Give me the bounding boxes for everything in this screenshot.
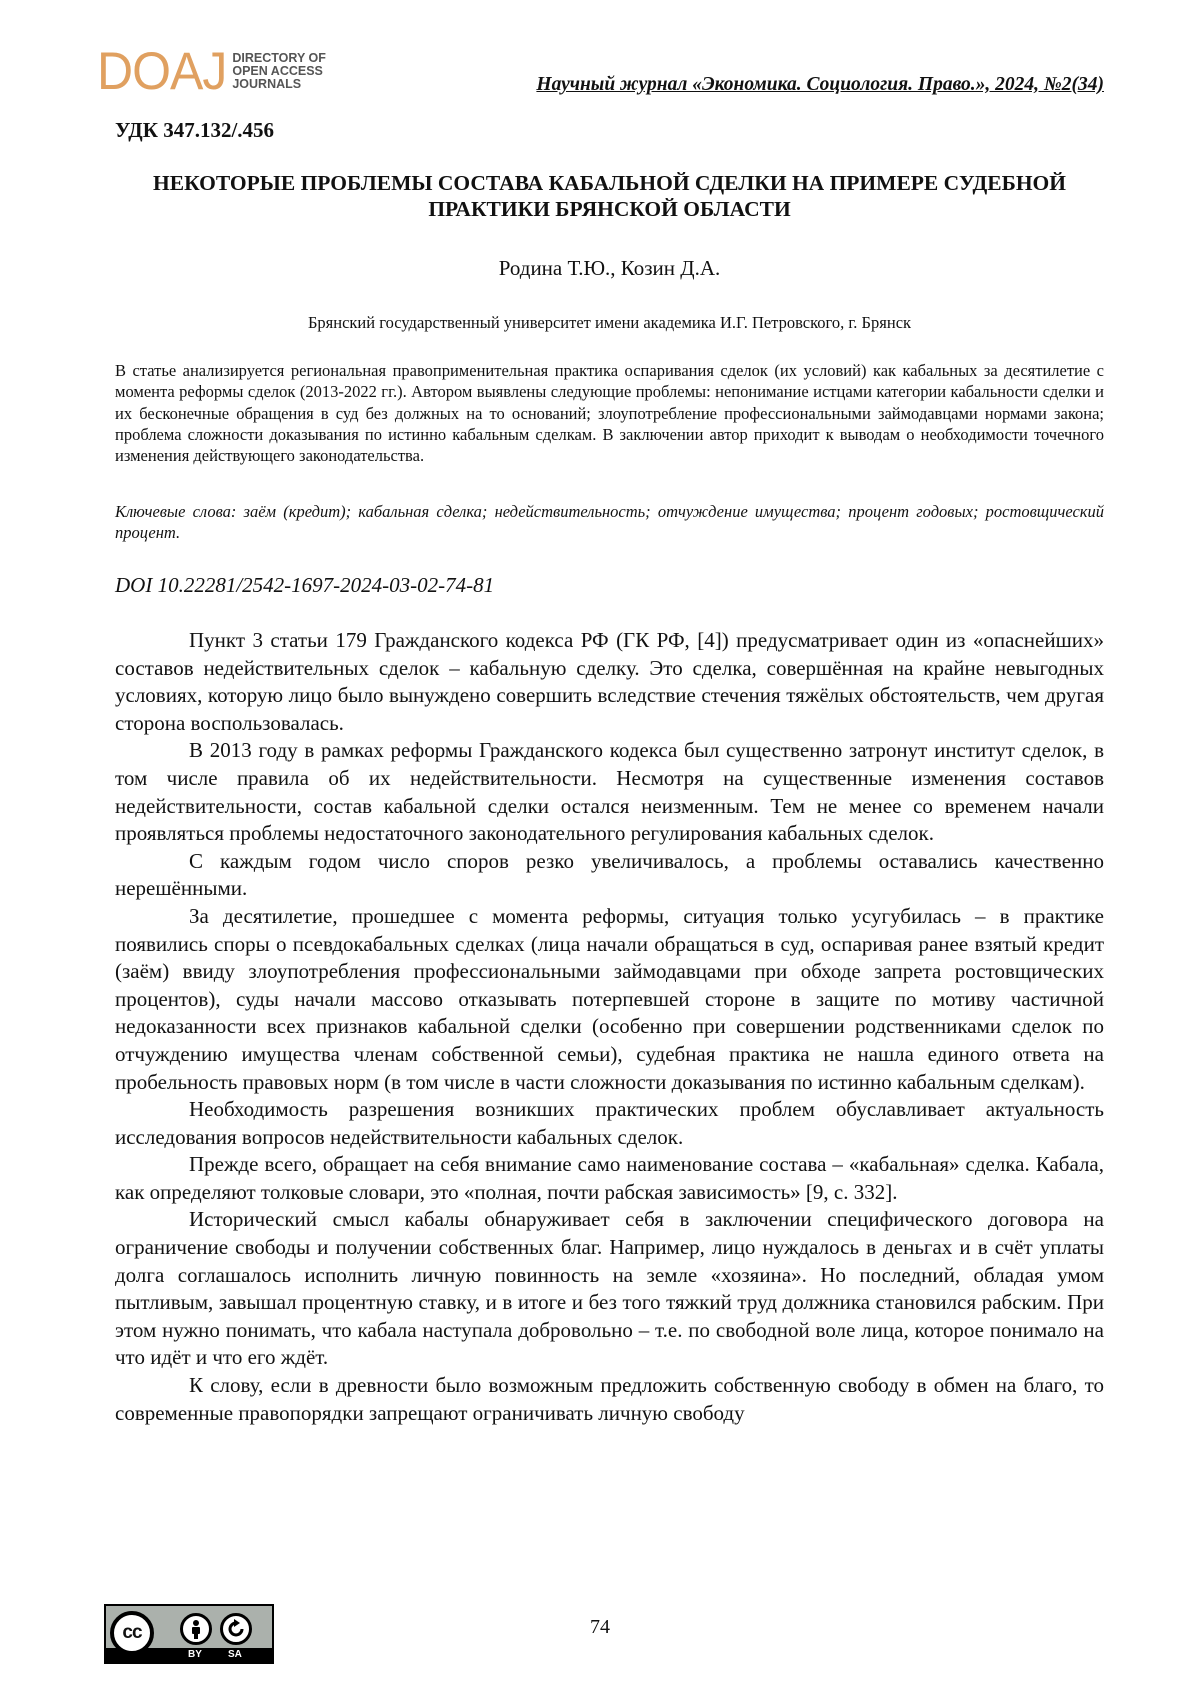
affiliation: Брянский государственный университет имени академика И.Г. Петровского, г. Брянск	[307, 313, 912, 332]
doi: DOI 10.22281/2542-1697-2024-03-02-74-81	[115, 573, 495, 597]
body-paragraph: К слову, если в древности было возможным предложить собственную свободу в обмен на благо, то современные правопорядки запрещают ограничивать личную свободу	[115, 1373, 1104, 1425]
body-paragraph: Пункт 3 статьи 179 Гражданского кодекса РФ (ГК РФ, [4]) предусматривает один из «опаснейших» составов недействительных сделок – кабальную сделку. Это сделка, совершённая на крайне невыгодных условиях, которую лицо было вынуждено совершить вследствие стечения тяжёлых обстоятельств, чем другая сторона воспользовалась.	[115, 628, 1104, 735]
keywords: Ключевые слова: заём (кредит); кабальная сделка; недействительность; отчуждение имущества; процент годовых; ростовщический процент.	[115, 502, 1104, 543]
body-paragraph: В 2013 году в рамках реформы Гражданского кодекса был существенно затронут институт сделок, в том числе правила об их недействительности. Несмотря на существенные изменения составов недействительности, состав кабальной сделки остался неизменным. Тем не менее со временем начали проявляться проблемы недостаточного законодательного регулирования кабальных сделок.	[115, 738, 1104, 846]
page-number: 74	[590, 1616, 610, 1638]
doaj-logo-subtitle	[232, 52, 326, 91]
body-paragraph: Прежде всего, обращает на себя внимание само наименование состава – «кабальная» сделка. Кабала, как определяют толковые словари, это «полная, почти рабская зависимость» [9, с. 332].	[115, 1152, 1104, 1204]
body-paragraph: Необходимость разрешения возникших практических проблем обуславливает актуальность исследования вопросов недействительности кабальных сделок.	[115, 1097, 1104, 1149]
journal-header: Научный журнал «Экономика. Социология. Право.», 2024, №2(34)	[536, 74, 1104, 95]
authors: Родина Т.Ю., Козин Д.А.	[498, 256, 721, 280]
license-by-label: BY	[188, 1649, 202, 1660]
body-paragraph: Исторический смысл кабалы обнаруживает себя в заключении специфического договора на ограничение свободы и получении собственных благ. Например, лицо нуждалось в деньгах и в счёт уплаты долга соглашалось исполнить личную повинность на земле «хозяина». Но последний, обладая умом пытливым, завышал процентную ставку, и в итоге и без того тяжкий труд должника становился рабским. При этом нужно понимать, что кабала наступала добровольно – т.е. по свободной воле лица, которое понимало на что идёт и что его ждёт.	[115, 1207, 1104, 1370]
doaj-logo-line: JOURNALS	[232, 76, 302, 91]
doaj-logo-letters: DOAJ	[97, 41, 227, 101]
doaj-logo-line: DIRECTORY OF	[232, 50, 326, 65]
body-paragraph: С каждым годом число споров резко увеличивалось, а проблемы оставались качественно нерешёнными.	[115, 848, 1104, 901]
body-paragraph: За десятилетие, прошедшее с момента реформы, ситуация только усугубилась – в практике появились споры о псевдокабальных сделках (лица начали обращаться в суд, оспаривая ранее взятый кредит (заём) ввиду злоупотребления профессиональными займодавцами при обходе запрета ростовщических процентов), суды начали массово отказывать потерпевшей стороне в защите по мотиву частичной недоказанности всех признаков кабальной сделки (особенно при совершении родственниками сделок по отчуждению имущества членам собственной семьи), судебная практика не нашла единого ответа на пробельность правовых норм (в том числе в части сложности доказывания по истинно кабальным сделкам).	[115, 903, 1104, 1094]
doaj-logo	[97, 41, 326, 101]
article-body	[115, 627, 1104, 1427]
doaj-logo-line: OPEN ACCESS	[232, 63, 323, 78]
abstract: В статье анализируется региональная правоприменительная практика оспаривания сделок (их условий) как кабальных за десятилетие с момента реформы сделок (2013-2022 гг.). Автором выявлены следующие проблемы: непонимание истцами категории кабальности сделки и их бесконечные обращения в суд без должных на то оснований; злоупотребление профессиональными займодавцами нормами закона; проблема сложности доказывания по истинно кабальным сделкам. В заключении автор приходит к выводам о необходимости точечного изменения действующего законодательства.	[115, 361, 1104, 466]
article-title: НЕКОТОРЫЕ ПРОБЛЕМЫ СОСТАВА КАБАЛЬНОЙ СДЕЛКИ НА ПРИМЕРЕ СУДЕБНОЙ ПРАКТИКИ БРЯНСКОЙ ОБЛАСТИ	[153, 171, 1066, 221]
cc-icon: cc	[110, 1611, 154, 1655]
udc-code: УДК 347.132/.456	[115, 118, 275, 142]
license-sa-label: SA	[228, 1649, 242, 1660]
